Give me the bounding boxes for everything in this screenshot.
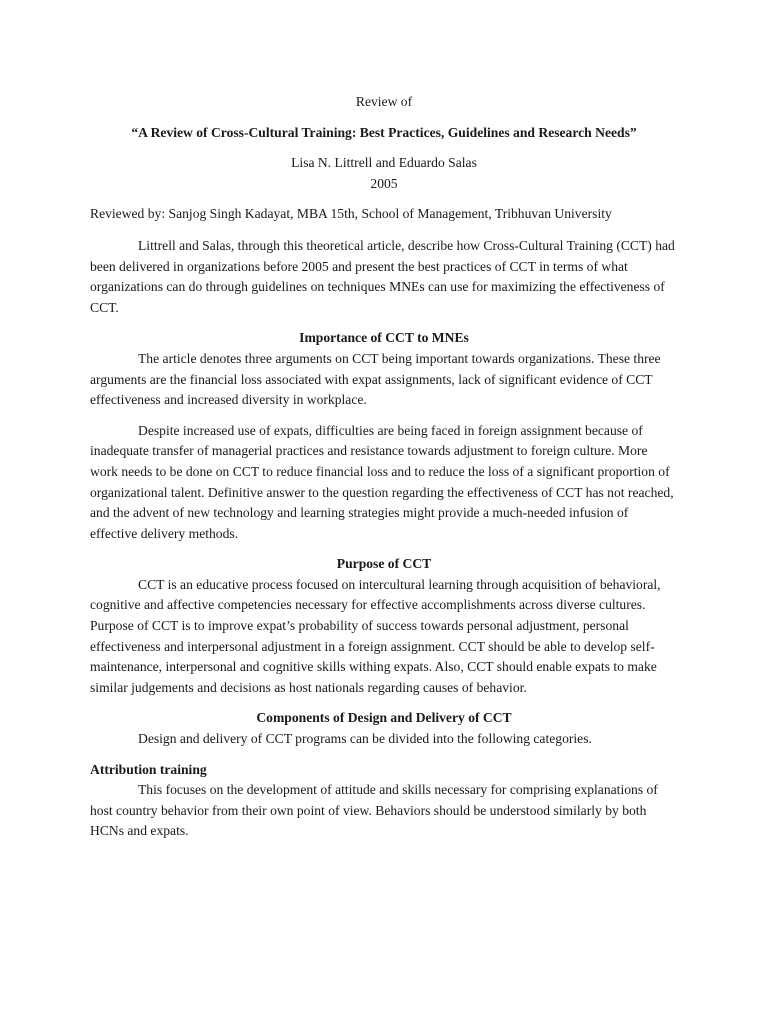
year: 2005: [370, 175, 398, 191]
section-heading-purpose: Purpose of CCT: [336, 556, 432, 572]
article-title: “A Review of Cross-Cultural Training: Best Practices, Guidelines and Research Needs”: [131, 124, 637, 140]
section-heading-components: Components of Design and Delivery of CCT: [256, 710, 512, 726]
authors: Lisa N. Littrell and Eduardo Salas: [291, 155, 477, 171]
intro-paragraph: Littrell and Salas, through this theoretical article, describe how Cross-Cultural Training (CCT) had been delivered in organizations before 2005 and present the best practices of CCT in terms of what organizations can do through guidelines on techniques MNEs can use for maximizing the effectiveness of CCT.: [90, 237, 675, 315]
document-page: [90, 92, 678, 842]
components-paragraph-1: Design and delivery of CCT programs can be divided into the following categories.: [138, 731, 592, 747]
purpose-paragraph-1: CCT is an educative process focused on intercultural learning through acquisition of behavioral, cognitive and affective competencies necessary for effective accomplishments across diverse cultures. Purpose of CCT is to improve expat’s probability of success towards personal adjustment, personal effectiveness and interpersonal adjustment in a foreign assignment. CCT should be able to develop self-maintenance, interpersonal and cognitive skills withing expats. Also, CCT should enable expats to make similar judgements and decisions as host nationals regarding causes of behavior.: [90, 576, 661, 695]
review-of-label: Review of: [355, 94, 413, 109]
importance-paragraph-2: Despite increased use of expats, difficulties are being faced in foreign assignment because of inadequate transfer of managerial practices and resistance towards adjustment to foreign culture. More work needs to be done on CCT to reduce financial loss and to reduce the loss of a significant proportion of organizational talent. Definitive answer to the question regarding the effectiveness of CCT has not reached, and the advent of new technology and learning strategies might provide a much-needed infusion of effective delivery methods.: [90, 422, 674, 541]
attribution-paragraph-1: This focuses on the development of attitude and skills necessary for comprising explanations of host country behavior from their own point of view. Behaviors should be understood similarly by both HCNs and expats.: [90, 782, 658, 839]
importance-paragraph-1: The article denotes three arguments on CCT being important towards organizations. These three arguments are the financial loss associated with expat assignments, lack of significant evidence of CCT effectiveness and increased diversity in workplace.: [90, 350, 661, 408]
reviewed-by: Reviewed by: Sanjog Singh Kadayat, MBA 15th, School of Management, Tribhuvan University: [90, 206, 612, 222]
section-heading-importance: Importance of CCT to MNEs: [299, 330, 469, 346]
subheading-attribution: Attribution training: [90, 761, 207, 777]
